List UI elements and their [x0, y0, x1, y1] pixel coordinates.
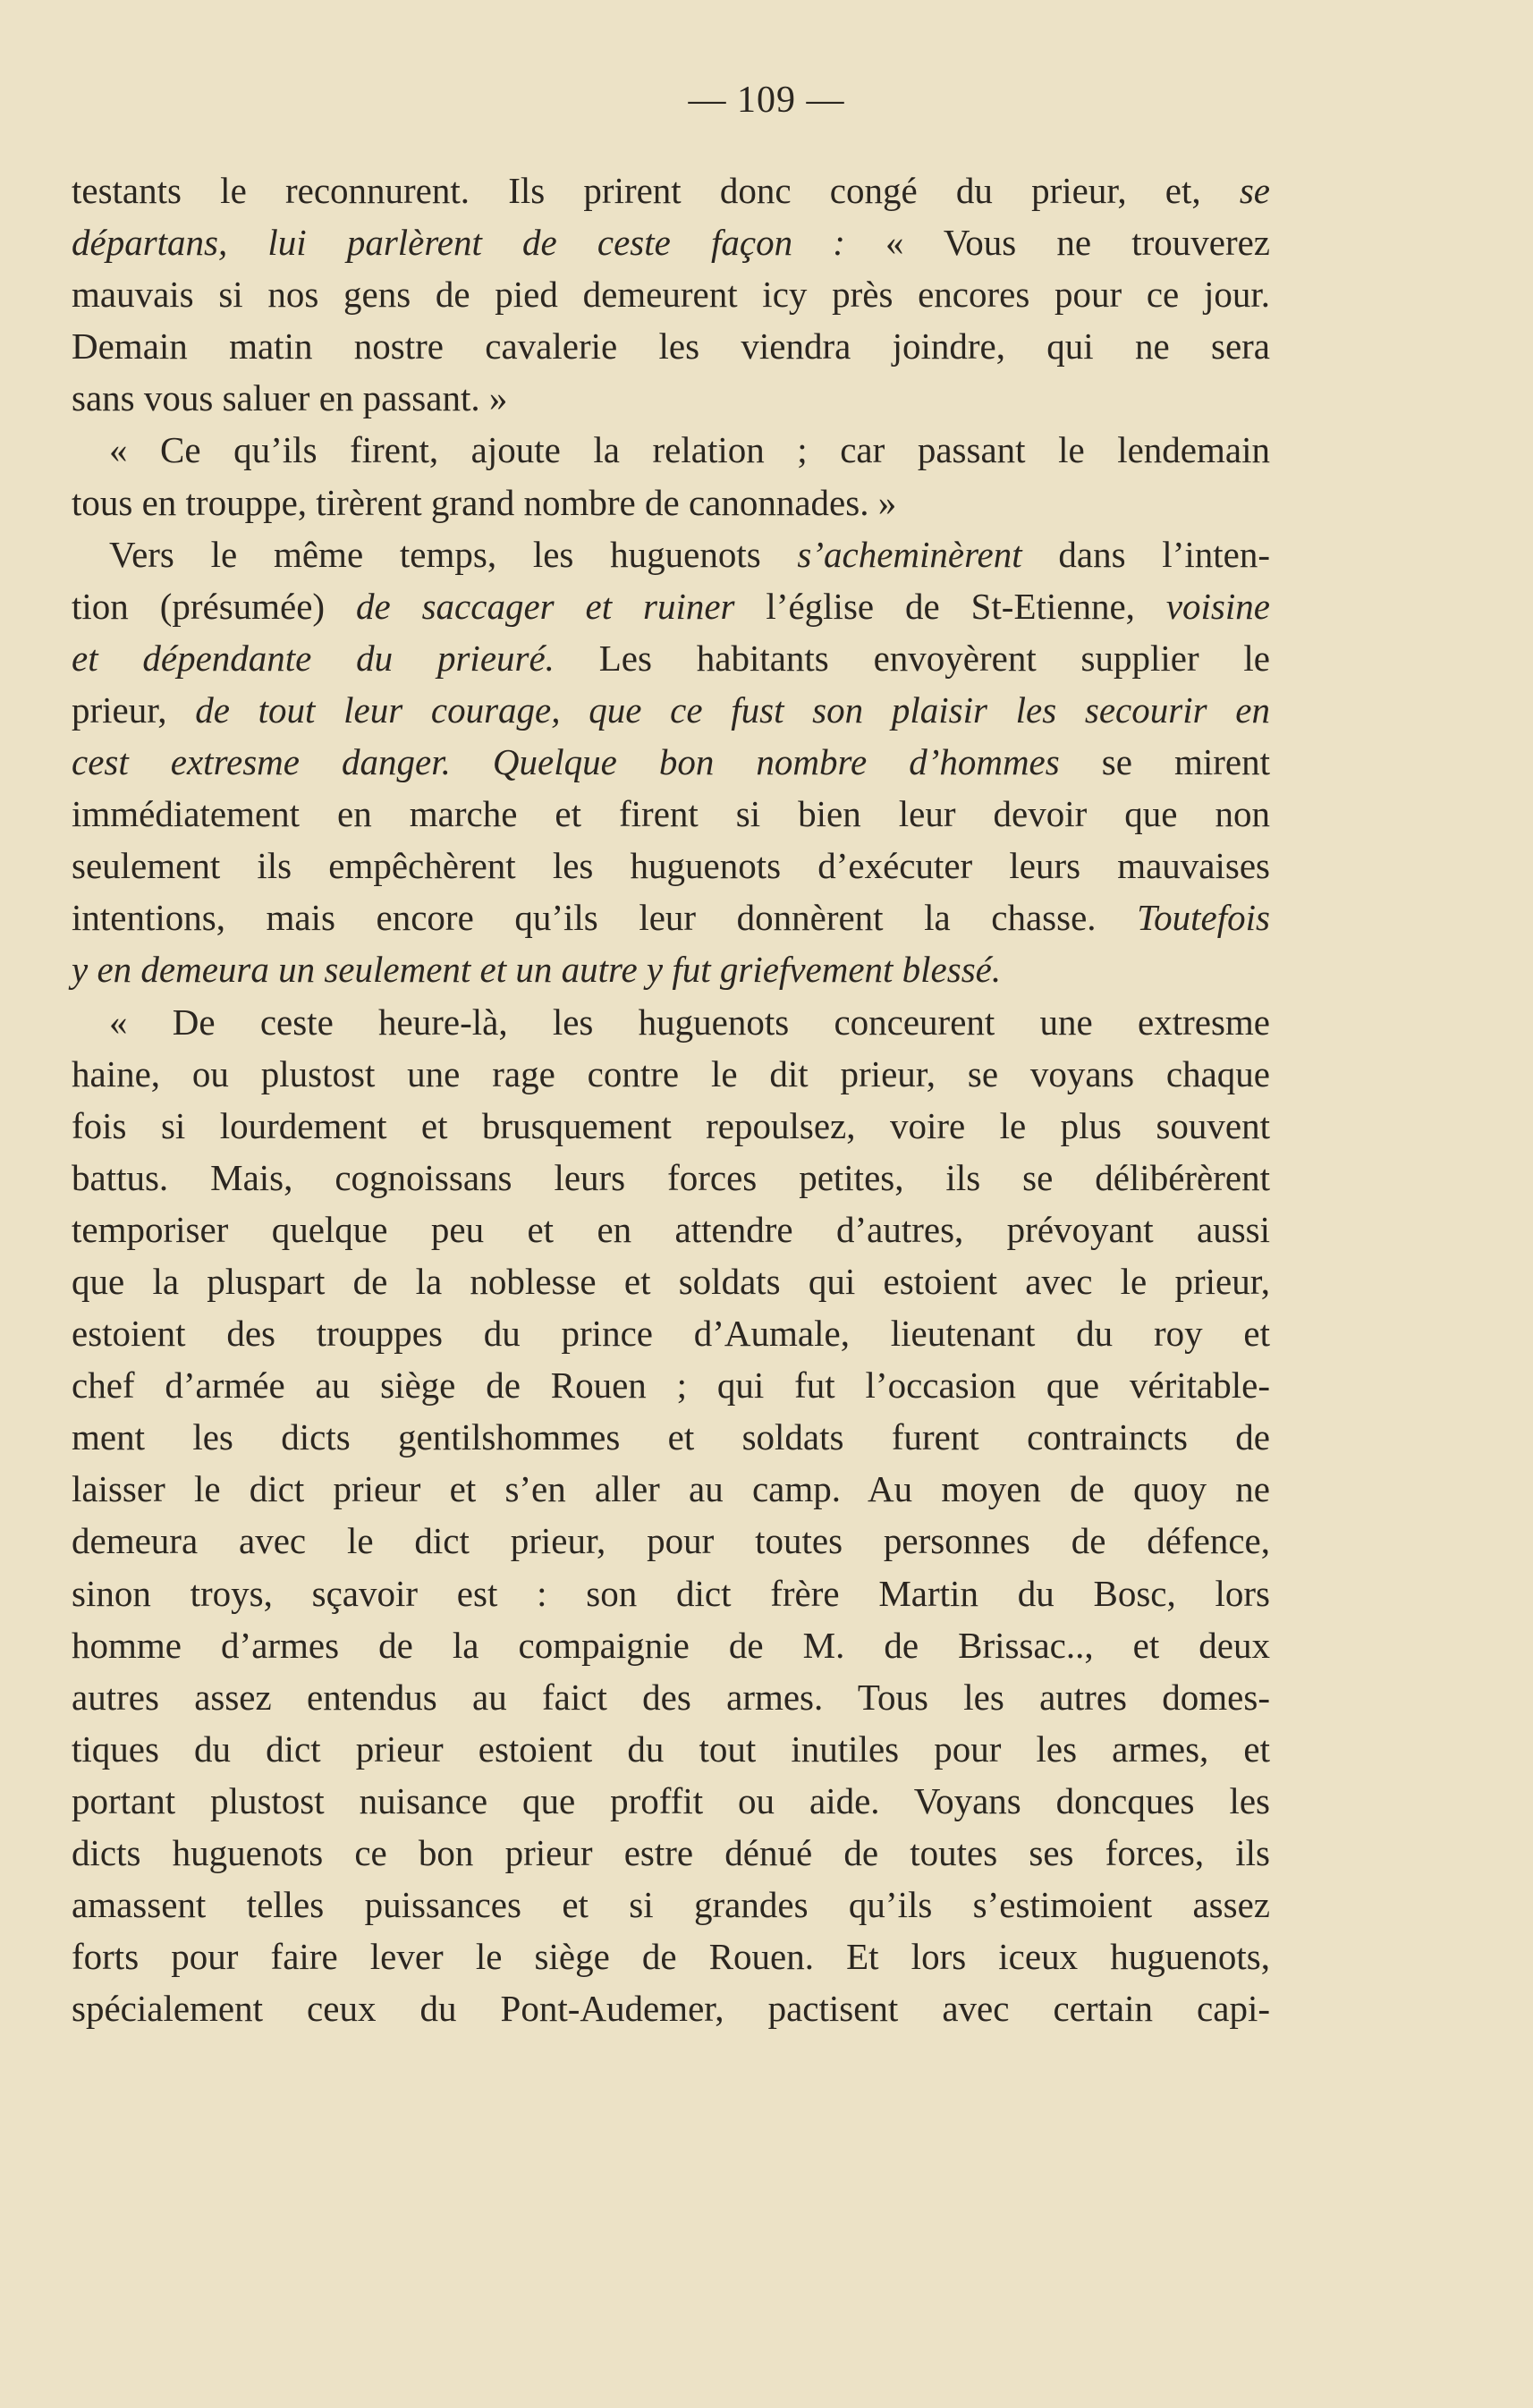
- text-run: Demain matin nostre cavalerie les viendra joindre, qui ne sera: [72, 325, 1270, 368]
- text-line: [72, 165, 1270, 216]
- text-line: [72, 372, 1270, 424]
- text-line: [72, 1152, 1270, 1204]
- text-run: amassent telles puissances et si grandes qu’ils s’estimoient assez: [72, 1884, 1270, 1926]
- text-line: [72, 1307, 1270, 1359]
- italic-text: et dépendante du prieuré.: [72, 637, 555, 679]
- italic-text: voisine: [1165, 585, 1270, 627]
- text-run: haine, ou plustost une rage contre le dit prieur, se voyans chaque: [72, 1052, 1270, 1094]
- body-text: [72, 165, 1270, 2034]
- italic-text: y en demeura un seulement et un autre y fut griefvement blessé.: [72, 949, 1002, 991]
- text-line: [72, 1100, 1270, 1152]
- text-run: tion (présumée): [72, 585, 356, 627]
- text-run: demeura avec le dict prieur, pour toutes personnes de défence,: [72, 1520, 1270, 1562]
- text-run: chef d’armée au siège de Rouen ; qui fut l’occasion que véritable-: [72, 1365, 1270, 1407]
- text-run: « Vous ne trouverez: [844, 222, 1270, 264]
- text-line: [72, 632, 1270, 684]
- italic-text: de saccager et ruiner: [356, 585, 735, 627]
- text-line: [72, 528, 1270, 580]
- text-run: intentions, mais encore qu’ils leur donnèrent la chasse.: [72, 897, 1138, 939]
- text-line: [72, 684, 1270, 736]
- text-line: [72, 1775, 1270, 1827]
- text-run: sinon troys, sçavoir est : son dict frère Martin du Bosc, lors: [72, 1572, 1270, 1614]
- text-run: mauvais si nos gens de pied demeurent icy près encores pour ce jour.: [72, 274, 1270, 316]
- text-run: portant plustost nuisance que proffit ou aide. Voyans doncques les: [72, 1779, 1270, 1821]
- text-run: prieur,: [72, 689, 196, 731]
- text-line: [72, 580, 1270, 632]
- text-run: « De ceste heure-là, les huguenots conceurent une extresme: [109, 1001, 1270, 1043]
- text-line: [72, 1463, 1270, 1515]
- text-line: [72, 788, 1270, 840]
- text-line: [72, 1255, 1270, 1307]
- text-line: [72, 1204, 1270, 1255]
- text-line: [72, 1982, 1270, 2034]
- text-run: battus. Mais, cognoissans leurs forces petites, ils se délibérèrent: [72, 1156, 1270, 1198]
- text-run: estoient des trouppes du prince d’Aumale, lieutenant du roy et: [72, 1313, 1270, 1355]
- text-run: tiques du dict prieur estoient du tout inutiles pour les armes, et: [72, 1728, 1270, 1770]
- italic-text: cest extresme danger. Quelque bon nombre d’hommes: [72, 741, 1060, 783]
- text-line: [72, 943, 1270, 995]
- text-line: [72, 1931, 1270, 1982]
- text-line: [72, 736, 1270, 788]
- text-line: [72, 996, 1270, 1048]
- text-line: [72, 1827, 1270, 1879]
- italic-text: s’acheminèrent: [797, 533, 1022, 575]
- italic-text: se: [1239, 170, 1270, 211]
- text-run: se mirent: [1059, 741, 1270, 783]
- italic-text: Toutefois: [1137, 897, 1270, 939]
- text-line: [72, 1048, 1270, 1100]
- text-run: « Ce qu’ils firent, ajoute la relation ; car passant le lendemain: [109, 429, 1270, 471]
- text-run: seulement ils empêchèrent les huguenots d’exécuter leurs mauvaises: [72, 845, 1270, 887]
- text-run: tous en trouppe, tirèrent grand nombre de canonnades. »: [72, 481, 897, 523]
- text-run: homme d’armes de la compaignie de M. de Brissac.., et deux: [72, 1624, 1270, 1666]
- text-run: laisser le dict prieur et s’en aller au camp. Au moyen de quoy ne: [72, 1468, 1270, 1510]
- page-number: — 109 —: [688, 80, 845, 121]
- italic-text: de tout leur courage, que ce fust son plaisir les secourir en: [195, 689, 1270, 731]
- text-run: dans l’inten-: [1021, 533, 1270, 575]
- text-run: temporiser quelque peu et en attendre d’autres, prévoyant aussi: [72, 1208, 1270, 1250]
- text-line: [72, 216, 1270, 268]
- text-run: l’église de St-Etienne,: [734, 585, 1166, 627]
- text-line: [72, 891, 1270, 943]
- text-line: [72, 1671, 1270, 1723]
- text-run: que la pluspart de la noblesse et soldats qui estoient avec le prieur,: [72, 1260, 1270, 1302]
- text-line: [72, 477, 1270, 528]
- text-run: sans vous saluer en passant. »: [72, 377, 508, 419]
- text-line: [72, 1723, 1270, 1775]
- text-run: immédiatement en marche et firent si bien leur devoir que non: [72, 793, 1270, 835]
- text-line: [72, 1879, 1270, 1931]
- text-run: spécialement ceux du Pont-Audemer, pactisent avec certain capi-: [72, 1988, 1270, 2030]
- text-line: [72, 320, 1270, 372]
- text-line: [72, 1359, 1270, 1411]
- text-run: Vers le même temps, les huguenots: [109, 533, 798, 575]
- text-line: [72, 1567, 1270, 1619]
- text-line: [72, 1619, 1270, 1671]
- text-run: fois si lourdement et brusquement repoulsez, voire le plus souvent: [72, 1104, 1270, 1146]
- text-run: forts pour faire lever le siège de Rouen. Et lors iceux huguenots,: [72, 1936, 1270, 1978]
- text-run: Les habitants envoyèrent supplier le: [554, 637, 1270, 679]
- text-run: dicts huguenots ce bon prieur estre dénué de toutes ses forces, ils: [72, 1832, 1270, 1873]
- text-line: [72, 1411, 1270, 1463]
- text-line: [72, 424, 1270, 476]
- text-line: [72, 268, 1270, 320]
- text-run: ment les dicts gentilshommes et soldats furent contraincts de: [72, 1416, 1270, 1458]
- text-run: testants le reconnurent. Ils prirent donc congé du prieur, et,: [72, 170, 1240, 211]
- italic-text: départans, lui parlèrent de ceste façon :: [72, 222, 845, 264]
- text-line: [72, 840, 1270, 891]
- text-line: [72, 1515, 1270, 1567]
- text-run: autres assez entendus au faict des armes. Tous les autres domes-: [72, 1676, 1270, 1718]
